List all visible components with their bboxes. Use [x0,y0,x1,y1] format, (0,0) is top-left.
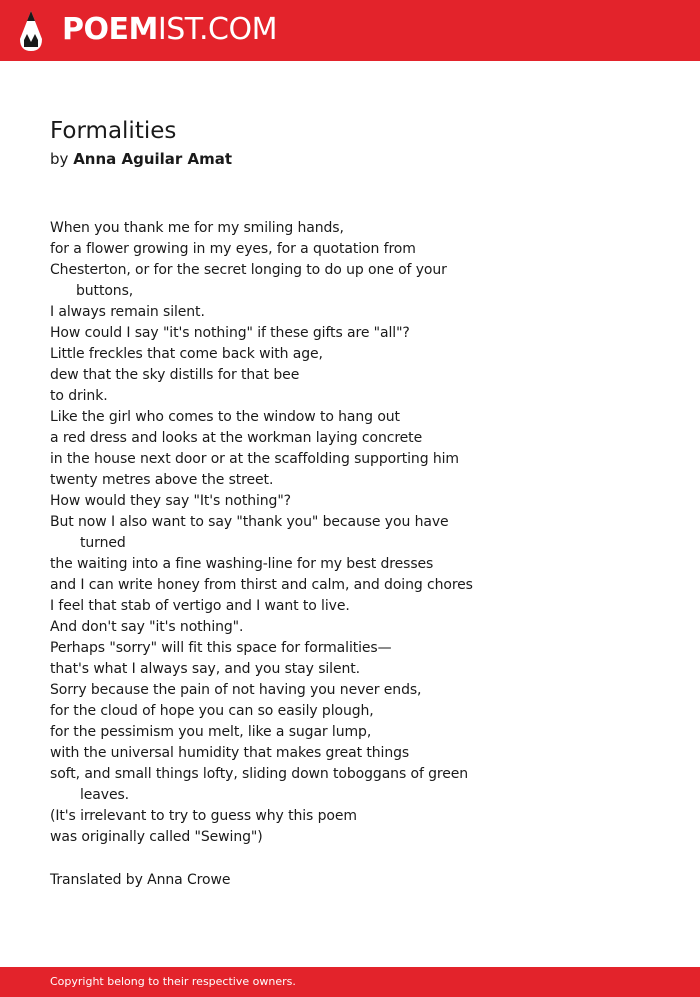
poem-line: soft, and small things lofty, sliding down toboggans of green [50,766,469,782]
poem-line: the waiting into a fine washing-line for my best dresses [50,556,434,572]
poem-line: How would they say "It's nothing"? [50,493,291,509]
copyright-notice: Copyright belong to their respective owners. [50,975,296,988]
logo-bold-text: POEM [62,12,158,47]
poem-line: Like the girl who comes to the window to hang out [50,409,400,425]
poem-line: to drink. [50,388,108,404]
poem-line: dew that the sky distills for that bee [50,367,300,383]
author-name: Anna Aguilar Amat [73,150,233,168]
site-header [0,0,700,61]
poem-line: But now I also want to say "thank you" because you have [50,514,449,530]
poem-line: twenty metres above the street. [50,472,274,488]
poem-line: that's what I always say, and you stay silent. [50,661,360,677]
poem-line: Chesterton, or for the secret longing to do up one of your [50,262,447,278]
pencil-tip-icon[interactable] [18,9,44,53]
poem-line: and I can write honey from thirst and calm, and doing chores [50,577,473,593]
translator-credit: Translated by Anna Crowe [50,872,231,888]
poem-line: When you thank me for my smiling hands, [50,220,344,236]
poem-line: leaves. [80,787,130,803]
poem-line: I always remain silent. [50,304,205,320]
poem-line: with the universal humidity that makes great things [50,745,410,761]
site-logo[interactable] [62,13,277,47]
poem-line: a red dress and looks at the workman laying concrete [50,430,423,446]
poem-line: for a flower growing in my eyes, for a quotation from [50,241,416,257]
byline [50,148,232,170]
poem-line: turned [80,535,126,551]
poem-line: for the pessimism you melt, like a sugar lump, [50,724,372,740]
byline-prefix: by [50,150,69,168]
poem-title: Formalities [50,118,177,144]
poem-line: Sorry because the pain of not having you never ends, [50,682,422,698]
poem-line: was originally called "Sewing") [50,829,263,845]
site-footer [0,967,700,997]
logo-light-text: IST.COM [157,12,277,47]
poem-line: And don't say "it's nothing". [50,619,244,635]
poem-line: I feel that stab of vertigo and I want to live. [50,598,350,614]
poem-line: How could I say "it's nothing" if these gifts are "all"? [50,325,410,341]
poem-line: for the cloud of hope you can so easily plough, [50,703,374,719]
poem-line: (It's irrelevant to try to guess why this poem [50,808,357,824]
poem-line: buttons, [76,283,134,299]
poem-body [50,218,650,848]
poem-line: Little freckles that come back with age, [50,346,323,362]
poem-line: in the house next door or at the scaffolding supporting him [50,451,459,467]
poem-line: Perhaps "sorry" will fit this space for formalities— [50,640,392,656]
